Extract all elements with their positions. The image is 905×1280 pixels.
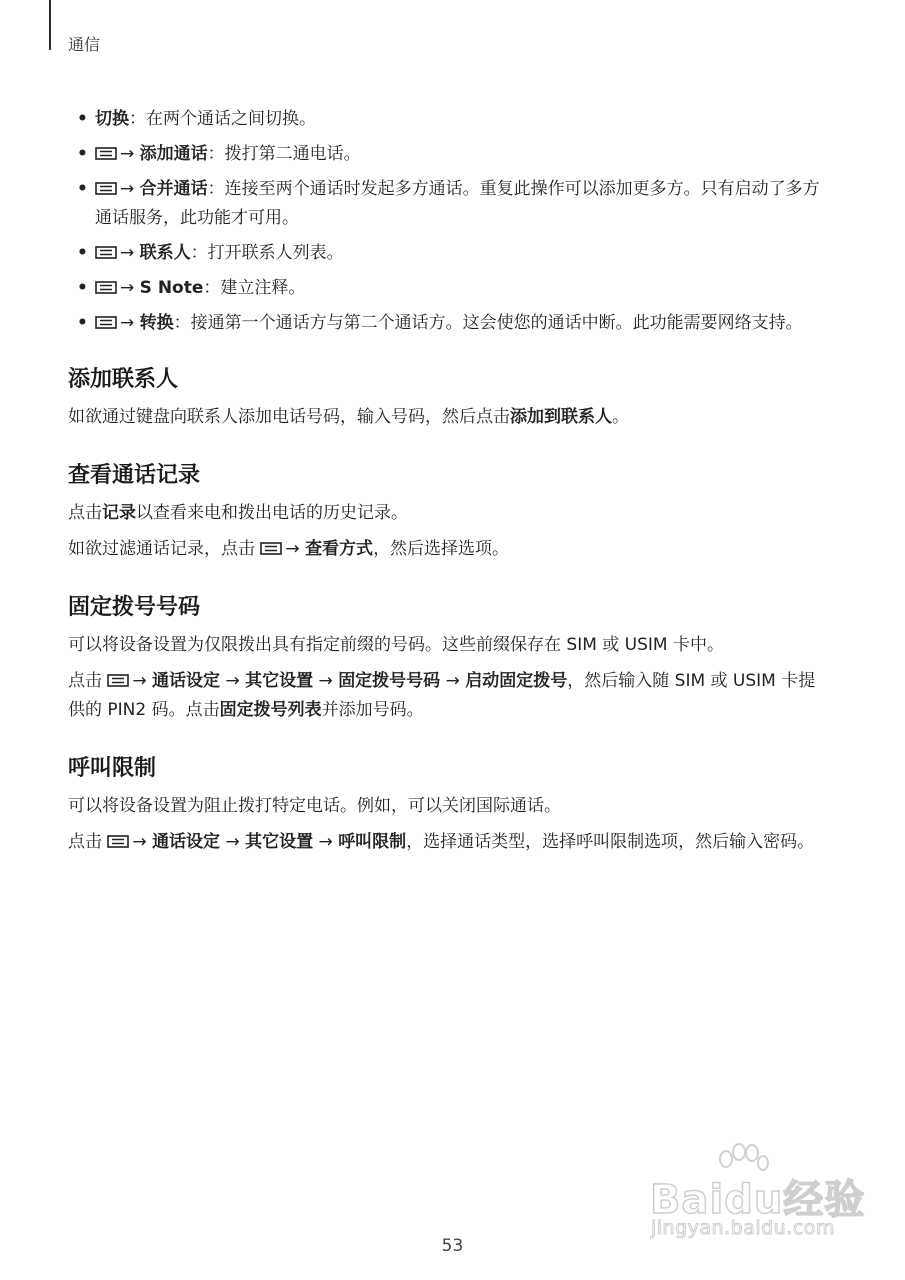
ui-term: 固定拨号列表 bbox=[219, 700, 322, 720]
paragraph bbox=[68, 828, 828, 857]
menu-key-icon bbox=[95, 316, 117, 329]
text: 如欲过滤通话记录，点击 bbox=[68, 539, 261, 559]
text: 以查看来电和拨出电话的历史记录。 bbox=[136, 503, 408, 523]
bullet-icon: • bbox=[77, 313, 88, 333]
arrow-icon: → bbox=[120, 278, 135, 298]
bullet-icon: • bbox=[77, 278, 88, 298]
text: 点击 bbox=[68, 671, 108, 691]
option-label: 合并通话 bbox=[139, 179, 208, 199]
ui-term: 添加到联系人 bbox=[510, 407, 612, 427]
arrow-icon: → bbox=[318, 832, 333, 852]
section-title: 固定拨号号码 bbox=[68, 595, 201, 620]
arrow-icon: → bbox=[120, 144, 135, 164]
paragraph: 可以将设备设置为阻止拨打特定电话。例如，可以关闭国际通话。 bbox=[68, 796, 561, 816]
option-label: 转换 bbox=[139, 313, 174, 333]
option-desc: ：接通第一个通话方与第二个通话方。这会使您的通话中断。此功能需要网络支持。 bbox=[173, 313, 803, 333]
text: ，然后选择选项。 bbox=[373, 539, 510, 559]
section-title: 查看通话记录 bbox=[68, 463, 201, 488]
list-item-switch bbox=[68, 105, 828, 134]
paragraph bbox=[68, 667, 828, 725]
paragraph: 可以将设备设置为仅限拨出具有指定前缀的号码。这些前缀保存在 SIM 或 USIM 卡中。 bbox=[68, 635, 725, 655]
option-desc: ：建立注释。 bbox=[203, 278, 306, 298]
menu-key-icon bbox=[95, 281, 117, 294]
menu-key-icon bbox=[107, 835, 129, 848]
list-item-transfer bbox=[68, 309, 828, 338]
arrow-icon: → bbox=[285, 539, 300, 559]
paragraph bbox=[68, 535, 828, 564]
ui-term: 通话设定 bbox=[152, 832, 221, 852]
option-desc: ：打开联系人列表。 bbox=[190, 243, 344, 263]
section-add-contact bbox=[68, 362, 828, 432]
list-item-merge bbox=[68, 175, 828, 233]
arrow-icon: → bbox=[445, 671, 460, 691]
arrow-icon: → bbox=[120, 243, 135, 263]
paragraph bbox=[68, 403, 828, 432]
watermark-brand: Baidu经验 bbox=[650, 1177, 866, 1223]
ui-term: 启动固定拨号 bbox=[465, 671, 568, 691]
text: 如欲通过键盘向联系人添加电话号码，输入号码，然后点击 bbox=[68, 407, 510, 427]
header-rule bbox=[49, 0, 51, 50]
list-item-contacts bbox=[68, 239, 828, 268]
arrow-icon: → bbox=[132, 832, 147, 852]
section-call-log bbox=[68, 458, 828, 564]
text: ，然后输入随 SIM 或 USIM 卡提供的 PIN2 码。点击 bbox=[68, 671, 816, 720]
text: 点击 bbox=[68, 832, 108, 852]
text: 并添加号码。 bbox=[321, 700, 424, 720]
page-header-title: 通信 bbox=[68, 35, 101, 54]
arrow-icon: → bbox=[120, 179, 135, 199]
option-label: 切换 bbox=[95, 109, 129, 129]
ui-term: 查看方式 bbox=[305, 539, 374, 559]
menu-key-icon bbox=[95, 147, 117, 160]
watermark-url: jingyan.baidu.com bbox=[651, 1217, 835, 1239]
menu-key-icon bbox=[95, 182, 117, 195]
section-title: 呼叫限制 bbox=[68, 756, 157, 781]
list-item-s-note bbox=[68, 274, 828, 303]
call-options-list bbox=[68, 105, 828, 338]
option-desc: ：连接至两个通话时发起多方通话。重复此操作可以添加更多方。只有启动了多方通话服务，此功能才可用。 bbox=[95, 179, 820, 228]
option-label: 联系人 bbox=[139, 243, 191, 263]
list-item-add-call bbox=[68, 140, 828, 169]
option-desc: ：在两个通话之间切换。 bbox=[129, 109, 316, 129]
bullet-icon: • bbox=[77, 179, 88, 199]
option-desc: ：拨打第二通电话。 bbox=[207, 144, 361, 164]
bullet-icon: • bbox=[77, 109, 88, 129]
ui-term: 其它设置 bbox=[245, 671, 314, 691]
page-content bbox=[68, 105, 828, 857]
arrow-icon: → bbox=[132, 671, 147, 691]
menu-key-icon bbox=[107, 674, 129, 687]
arrow-icon: → bbox=[225, 832, 240, 852]
arrow-icon: → bbox=[120, 313, 135, 333]
menu-key-icon bbox=[95, 246, 117, 259]
ui-term: 通话设定 bbox=[152, 671, 221, 691]
text: 点击 bbox=[68, 503, 102, 523]
arrow-icon: → bbox=[318, 671, 333, 691]
paragraph bbox=[68, 499, 828, 528]
option-label: S Note bbox=[139, 278, 204, 298]
arrow-icon: → bbox=[225, 671, 240, 691]
ui-term: 呼叫限制 bbox=[338, 832, 407, 852]
menu-key-icon bbox=[260, 542, 282, 555]
text: 。 bbox=[612, 407, 629, 427]
ui-term: 其它设置 bbox=[245, 832, 314, 852]
section-fixed-dialing bbox=[68, 590, 828, 725]
section-title: 添加联系人 bbox=[68, 367, 179, 392]
bullet-icon: • bbox=[77, 144, 88, 164]
bullet-icon: • bbox=[77, 243, 88, 263]
ui-term: 记录 bbox=[102, 503, 136, 523]
section-call-barring bbox=[68, 751, 828, 857]
ui-term: 固定拨号号码 bbox=[338, 671, 441, 691]
text: ，选择通话类型，选择呼叫限制选项，然后输入密码。 bbox=[406, 832, 815, 852]
option-label: 添加通话 bbox=[139, 144, 208, 164]
page-number: 53 bbox=[441, 1236, 464, 1256]
